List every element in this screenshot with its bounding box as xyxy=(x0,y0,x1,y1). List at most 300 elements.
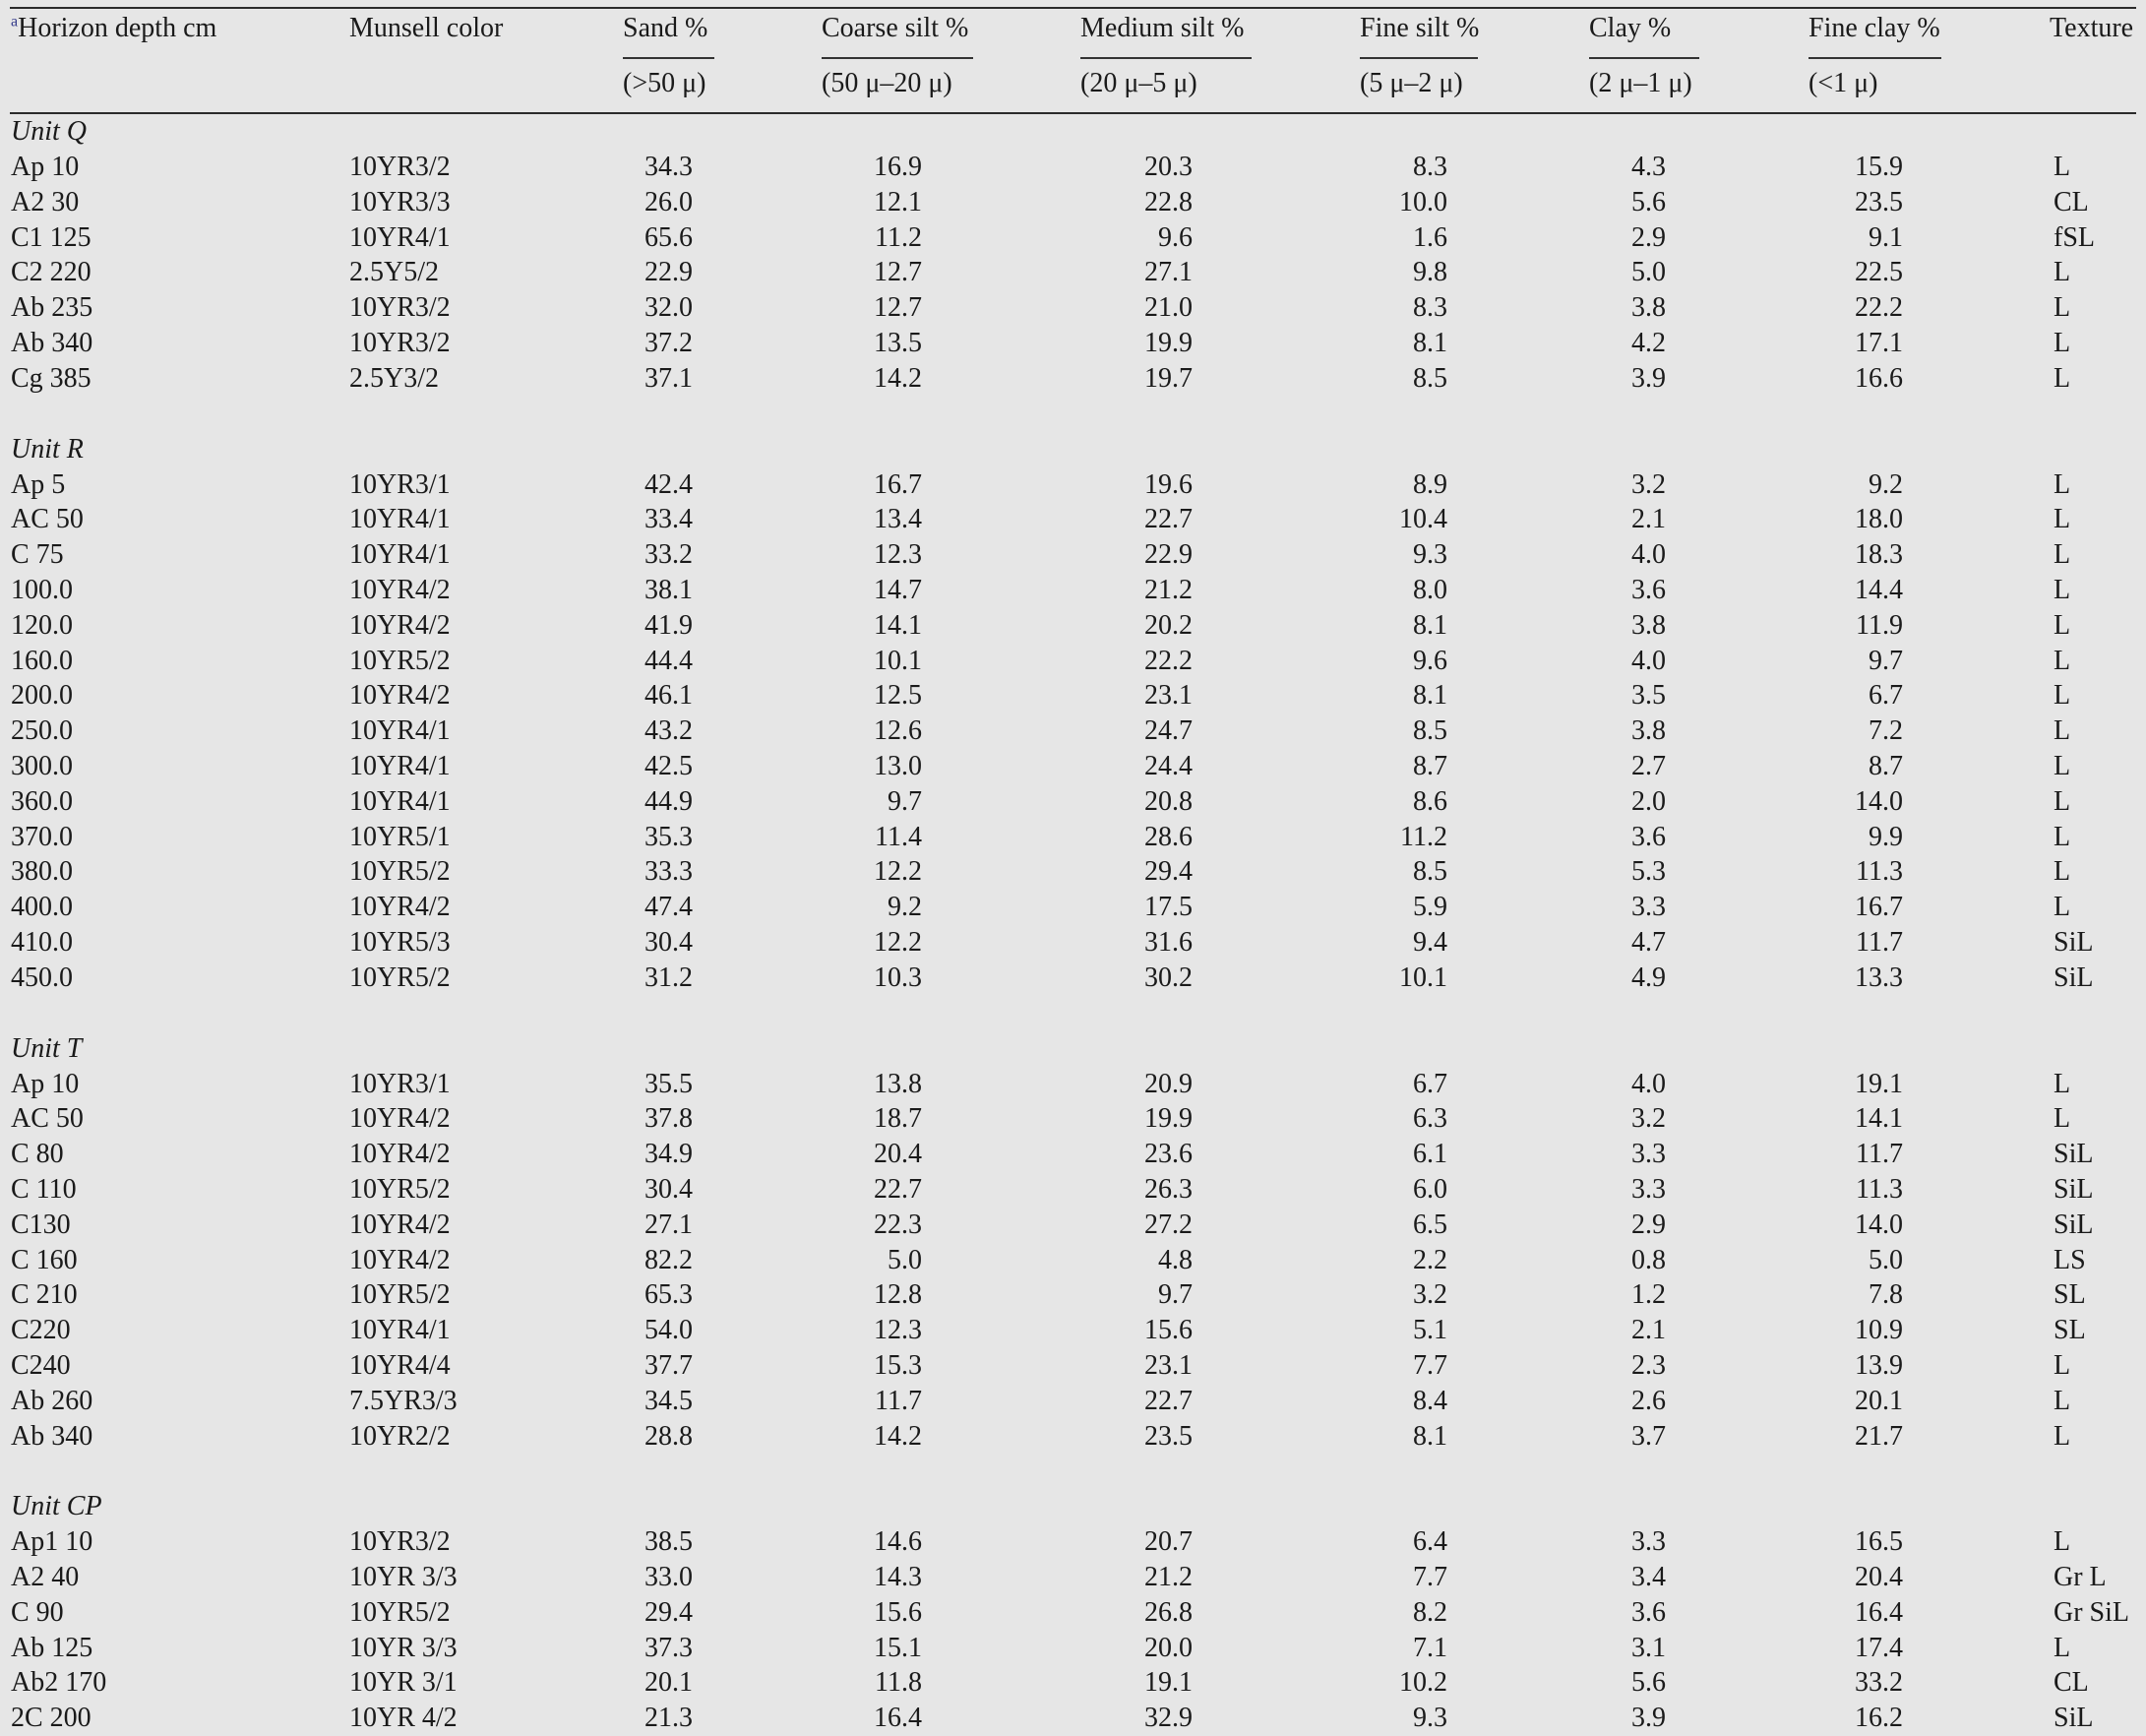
header-coarse-silt: Coarse silt % xyxy=(822,13,969,43)
cell-clay: 4.0 xyxy=(1631,1068,1666,1099)
cell-horizon-depth: Ab 340 xyxy=(11,1420,93,1452)
cell-clay: 3.2 xyxy=(1631,1103,1666,1135)
cell-coarse-silt: 12.3 xyxy=(874,539,922,571)
cell-clay: 1.2 xyxy=(1631,1279,1666,1311)
cell-texture: SL xyxy=(2054,1315,2086,1346)
cell-sand: 38.1 xyxy=(644,574,693,605)
cell-texture: L xyxy=(2054,1103,2071,1135)
cell-horizon-depth: C130 xyxy=(11,1209,71,1240)
header-texture: Texture xyxy=(2050,13,2134,43)
cell-clay: 4.2 xyxy=(1631,327,1666,358)
cell-clay: 4.0 xyxy=(1631,539,1666,571)
cell-texture: L xyxy=(2054,152,2071,182)
cell-clay: 2.9 xyxy=(1631,221,1666,253)
cell-texture: LS xyxy=(2054,1244,2086,1275)
cell-fine-clay: 23.5 xyxy=(1855,186,1903,217)
group-label: Unit Q xyxy=(11,116,87,147)
cell-munsell-color: 2.5Y3/2 xyxy=(349,362,439,394)
cell-sand: 21.3 xyxy=(644,1703,693,1734)
cell-medium-silt: 20.7 xyxy=(1144,1526,1193,1558)
cell-medium-silt: 23.1 xyxy=(1144,680,1193,712)
table-row xyxy=(0,1172,2146,1208)
cell-fine-silt: 9.4 xyxy=(1413,926,1447,958)
cell-fine-silt: 8.3 xyxy=(1413,152,1447,182)
cell-coarse-silt: 13.4 xyxy=(874,504,922,535)
cell-horizon-depth: 120.0 xyxy=(11,609,73,641)
cell-sand: 30.4 xyxy=(644,926,693,958)
cell-coarse-silt: 12.3 xyxy=(874,1315,922,1346)
cell-horizon-depth: 100.0 xyxy=(11,574,73,605)
cell-fine-clay: 18.3 xyxy=(1855,539,1903,571)
cell-horizon-depth: C 210 xyxy=(11,1279,78,1311)
cell-fine-clay: 9.7 xyxy=(1869,645,1903,676)
cell-munsell-color: 10YR5/3 xyxy=(349,926,451,958)
cell-coarse-silt: 18.7 xyxy=(874,1103,922,1135)
cell-horizon-depth: Ab 235 xyxy=(11,292,93,324)
cell-horizon-depth: C 75 xyxy=(11,539,64,571)
cell-sand: 33.4 xyxy=(644,504,693,535)
cell-sand: 37.3 xyxy=(644,1632,693,1663)
cell-coarse-silt: 11.4 xyxy=(875,821,922,852)
cell-clay: 3.6 xyxy=(1631,1596,1666,1628)
cell-medium-silt: 32.9 xyxy=(1144,1703,1193,1734)
cell-medium-silt: 21.2 xyxy=(1144,574,1193,605)
cell-fine-silt: 8.9 xyxy=(1413,468,1447,500)
table-row xyxy=(0,467,2146,503)
cell-clay: 3.5 xyxy=(1631,680,1666,712)
table-row xyxy=(0,820,2146,855)
cell-clay: 2.0 xyxy=(1631,785,1666,817)
cell-munsell-color: 7.5YR3/3 xyxy=(349,1385,458,1416)
cell-munsell-color: 10YR4/2 xyxy=(349,892,451,923)
cell-texture: L xyxy=(2054,327,2071,358)
table-row xyxy=(0,220,2146,256)
cell-texture: L xyxy=(2054,539,2071,571)
cell-horizon-depth: A2 40 xyxy=(11,1562,80,1593)
cell-fine-clay: 11.7 xyxy=(1856,1139,1903,1170)
cell-horizon-depth: Ap 10 xyxy=(11,152,80,182)
cell-clay: 4.9 xyxy=(1631,961,1666,993)
cell-fine-clay: 5.0 xyxy=(1869,1244,1903,1275)
cell-coarse-silt: 5.0 xyxy=(888,1244,922,1275)
cell-coarse-silt: 14.6 xyxy=(874,1526,922,1558)
cell-fine-clay: 14.0 xyxy=(1855,785,1903,817)
cell-horizon-depth: Ab2 170 xyxy=(11,1667,107,1699)
cell-sand: 29.4 xyxy=(644,1596,693,1628)
cell-fine-clay: 11.3 xyxy=(1856,856,1903,888)
cell-medium-silt: 19.1 xyxy=(1144,1667,1193,1699)
table-row xyxy=(0,185,2146,220)
cell-clay: 2.1 xyxy=(1631,504,1666,535)
cell-clay: 2.1 xyxy=(1631,1315,1666,1346)
cell-munsell-color: 10YR3/3 xyxy=(349,186,451,217)
cell-munsell-color: 10YR4/2 xyxy=(349,1139,451,1170)
cell-munsell-color: 2.5Y5/2 xyxy=(349,257,439,288)
table-row xyxy=(0,573,2146,608)
cell-fine-silt: 8.7 xyxy=(1413,750,1447,781)
cell-texture: SiL xyxy=(2054,926,2094,958)
cell-munsell-color: 10YR4/1 xyxy=(349,539,451,571)
cell-munsell-color: 10YR5/2 xyxy=(349,1596,451,1628)
cell-fine-silt: 3.2 xyxy=(1413,1279,1447,1311)
cell-fine-clay: 16.6 xyxy=(1855,362,1903,394)
cell-fine-clay: 10.9 xyxy=(1855,1315,1903,1346)
cell-fine-silt: 10.0 xyxy=(1399,186,1447,217)
cell-coarse-silt: 13.5 xyxy=(874,327,922,358)
table-row xyxy=(0,1208,2146,1243)
cell-horizon-depth: C 110 xyxy=(11,1173,77,1205)
cell-fine-clay: 14.1 xyxy=(1855,1103,1903,1135)
cell-horizon-depth: C240 xyxy=(11,1349,71,1381)
cell-fine-clay: 14.0 xyxy=(1855,1209,1903,1240)
cell-fine-clay: 13.3 xyxy=(1855,961,1903,993)
group-spacer xyxy=(0,1454,2146,1489)
cell-fine-clay: 15.9 xyxy=(1855,152,1903,182)
cell-coarse-silt: 15.6 xyxy=(874,1596,922,1628)
cell-sand: 20.1 xyxy=(644,1667,693,1699)
cell-clay: 5.0 xyxy=(1631,257,1666,288)
footnote-marker: a xyxy=(11,13,19,31)
header-fine-clay-unit: (<1 μ) xyxy=(1809,68,1878,98)
cell-clay: 3.9 xyxy=(1631,362,1666,394)
cell-coarse-silt: 11.7 xyxy=(875,1385,922,1416)
cell-fine-clay: 11.3 xyxy=(1856,1173,1903,1205)
table-row xyxy=(0,1348,2146,1384)
table-row xyxy=(0,1701,2146,1736)
cell-munsell-color: 10YR5/2 xyxy=(349,645,451,676)
header-clay-rule xyxy=(1589,57,1699,59)
header-clay: Clay % xyxy=(1589,13,1672,43)
cell-fine-clay: 17.4 xyxy=(1855,1632,1903,1663)
cell-fine-silt: 1.6 xyxy=(1413,221,1447,253)
cell-fine-silt: 8.5 xyxy=(1413,715,1447,747)
cell-horizon-depth: Ap1 10 xyxy=(11,1526,93,1558)
cell-medium-silt: 21.2 xyxy=(1144,1562,1193,1593)
cell-munsell-color: 10YR3/2 xyxy=(349,327,451,358)
cell-horizon-depth: Ap 10 xyxy=(11,1068,80,1099)
table-row xyxy=(0,255,2146,290)
cell-coarse-silt: 16.7 xyxy=(874,468,922,500)
table-row xyxy=(0,713,2146,749)
cell-coarse-silt: 9.7 xyxy=(888,785,922,817)
table-row xyxy=(0,1631,2146,1666)
cell-fine-silt: 8.1 xyxy=(1413,609,1447,641)
cell-horizon-depth: C2 220 xyxy=(11,257,92,288)
cell-sand: 42.5 xyxy=(644,750,693,781)
cell-texture: L xyxy=(2054,362,2071,394)
cell-texture: Gr L xyxy=(2054,1562,2107,1593)
cell-horizon-depth: AC 50 xyxy=(11,1103,84,1135)
cell-munsell-color: 10YR4/1 xyxy=(349,750,451,781)
cell-fine-clay: 16.7 xyxy=(1855,892,1903,923)
header-horizon-depth xyxy=(11,14,216,43)
cell-fine-clay: 11.9 xyxy=(1856,609,1903,641)
cell-medium-silt: 19.9 xyxy=(1144,327,1193,358)
cell-horizon-depth: AC 50 xyxy=(11,504,84,535)
cell-fine-silt: 8.5 xyxy=(1413,362,1447,394)
cell-sand: 41.9 xyxy=(644,609,693,641)
cell-munsell-color: 10YR3/1 xyxy=(349,468,451,500)
cell-medium-silt: 24.4 xyxy=(1144,750,1193,781)
header-coarse-silt-rule xyxy=(822,57,973,59)
cell-coarse-silt: 12.2 xyxy=(874,926,922,958)
cell-clay: 3.7 xyxy=(1631,1420,1666,1452)
cell-coarse-silt: 14.3 xyxy=(874,1562,922,1593)
table-row xyxy=(0,1419,2146,1455)
group-spacer xyxy=(0,996,2146,1031)
cell-texture: L xyxy=(2054,821,2071,852)
cell-fine-clay: 18.0 xyxy=(1855,504,1903,535)
cell-clay: 4.3 xyxy=(1631,152,1666,182)
cell-munsell-color: 10YR 4/2 xyxy=(349,1703,458,1734)
cell-horizon-depth: 360.0 xyxy=(11,785,73,817)
cell-sand: 34.5 xyxy=(644,1385,693,1416)
cell-texture: L xyxy=(2054,785,2071,817)
cell-clay: 3.8 xyxy=(1631,715,1666,747)
cell-texture: SiL xyxy=(2054,961,2094,993)
cell-fine-silt: 6.1 xyxy=(1413,1139,1447,1170)
cell-fine-silt: 10.1 xyxy=(1399,961,1447,993)
cell-texture: L xyxy=(2054,292,2071,324)
cell-medium-silt: 28.6 xyxy=(1144,821,1193,852)
cell-clay: 2.9 xyxy=(1631,1209,1666,1240)
cell-fine-silt: 6.7 xyxy=(1413,1068,1447,1099)
table-row xyxy=(0,150,2146,185)
cell-medium-silt: 15.6 xyxy=(1144,1315,1193,1346)
cell-sand: 33.0 xyxy=(644,1562,693,1593)
cell-fine-clay: 8.7 xyxy=(1869,750,1903,781)
cell-coarse-silt: 12.6 xyxy=(874,715,922,747)
cell-fine-silt: 7.7 xyxy=(1413,1349,1447,1381)
table-row xyxy=(0,784,2146,820)
cell-munsell-color: 10YR4/1 xyxy=(349,785,451,817)
cell-horizon-depth: 2C 200 xyxy=(11,1703,92,1734)
cell-texture: L xyxy=(2054,1068,2071,1099)
header-sand: Sand % xyxy=(623,13,708,43)
cell-sand: 32.0 xyxy=(644,292,693,324)
cell-munsell-color: 10YR4/4 xyxy=(349,1349,451,1381)
cell-munsell-color: 10YR3/1 xyxy=(349,1068,451,1099)
cell-fine-clay: 16.2 xyxy=(1855,1703,1903,1734)
cell-medium-silt: 9.7 xyxy=(1158,1279,1193,1311)
cell-sand: 44.4 xyxy=(644,645,693,676)
cell-munsell-color: 10YR2/2 xyxy=(349,1420,451,1452)
table-row xyxy=(0,854,2146,890)
header-sand-rule xyxy=(623,57,714,59)
cell-fine-clay: 22.2 xyxy=(1855,292,1903,324)
cell-medium-silt: 9.6 xyxy=(1158,221,1193,253)
cell-fine-clay: 9.2 xyxy=(1869,468,1903,500)
cell-medium-silt: 27.1 xyxy=(1144,257,1193,288)
cell-sand: 44.9 xyxy=(644,785,693,817)
cell-sand: 31.2 xyxy=(644,961,693,993)
cell-munsell-color: 10YR3/2 xyxy=(349,292,451,324)
cell-texture: L xyxy=(2054,645,2071,676)
cell-sand: 22.9 xyxy=(644,257,693,288)
cell-texture: L xyxy=(2054,468,2071,500)
cell-munsell-color: 10YR4/1 xyxy=(349,221,451,253)
cell-fine-clay: 20.1 xyxy=(1855,1385,1903,1416)
cell-fine-silt: 7.1 xyxy=(1413,1632,1447,1663)
header-fine-clay: Fine clay % xyxy=(1809,13,1940,43)
cell-fine-clay: 13.9 xyxy=(1855,1349,1903,1381)
cell-munsell-color: 10YR4/2 xyxy=(349,680,451,712)
table-row xyxy=(0,1067,2146,1102)
group-label: Unit CP xyxy=(11,1491,102,1522)
cell-texture: L xyxy=(2054,750,2071,781)
cell-medium-silt: 26.8 xyxy=(1144,1596,1193,1628)
group-spacer xyxy=(0,397,2146,432)
cell-medium-silt: 23.5 xyxy=(1144,1420,1193,1452)
cell-horizon-depth: 400.0 xyxy=(11,892,73,923)
cell-sand: 37.7 xyxy=(644,1349,693,1381)
table-row xyxy=(0,1384,2146,1419)
cell-coarse-silt: 12.5 xyxy=(874,680,922,712)
header-medium-silt: Medium silt % xyxy=(1080,13,1245,43)
cell-munsell-color: 10YR4/1 xyxy=(349,504,451,535)
cell-medium-silt: 29.4 xyxy=(1144,856,1193,888)
cell-texture: SiL xyxy=(2054,1173,2094,1205)
cell-fine-silt: 10.2 xyxy=(1399,1667,1447,1699)
cell-sand: 34.3 xyxy=(644,152,693,182)
cell-medium-silt: 20.8 xyxy=(1144,785,1193,817)
cell-medium-silt: 30.2 xyxy=(1144,961,1193,993)
cell-clay: 3.6 xyxy=(1631,821,1666,852)
cell-munsell-color: 10YR4/1 xyxy=(349,715,451,747)
header-fine-silt: Fine silt % xyxy=(1360,13,1480,43)
cell-horizon-depth: C 80 xyxy=(11,1139,64,1170)
cell-medium-silt: 19.6 xyxy=(1144,468,1193,500)
cell-munsell-color: 10YR5/2 xyxy=(349,961,451,993)
cell-horizon-depth: Cg 385 xyxy=(11,362,92,394)
cell-texture: CL xyxy=(2054,186,2089,217)
cell-coarse-silt: 13.0 xyxy=(874,750,922,781)
table-row xyxy=(0,608,2146,644)
cell-clay: 3.3 xyxy=(1631,1526,1666,1558)
cell-texture: L xyxy=(2054,1349,2071,1381)
table-row xyxy=(0,361,2146,397)
cell-horizon-depth: 450.0 xyxy=(11,961,73,993)
cell-sand: 35.3 xyxy=(644,821,693,852)
cell-horizon-depth: C 90 xyxy=(11,1596,64,1628)
cell-horizon-depth: Ab 260 xyxy=(11,1385,93,1416)
cell-sand: 46.1 xyxy=(644,680,693,712)
cell-clay: 0.8 xyxy=(1631,1244,1666,1275)
cell-coarse-silt: 15.1 xyxy=(874,1632,922,1663)
cell-fine-silt: 9.3 xyxy=(1413,1703,1447,1734)
cell-clay: 5.6 xyxy=(1631,186,1666,217)
cell-fine-clay: 9.1 xyxy=(1869,221,1903,253)
cell-clay: 3.9 xyxy=(1631,1703,1666,1734)
cell-medium-silt: 27.2 xyxy=(1144,1209,1193,1240)
cell-fine-silt: 8.1 xyxy=(1413,680,1447,712)
cell-fine-silt: 6.4 xyxy=(1413,1526,1447,1558)
cell-sand: 37.2 xyxy=(644,327,693,358)
cell-fine-clay: 16.4 xyxy=(1855,1596,1903,1628)
cell-clay: 3.1 xyxy=(1631,1632,1666,1663)
cell-coarse-silt: 12.8 xyxy=(874,1279,922,1311)
cell-texture: L xyxy=(2054,609,2071,641)
cell-fine-silt: 8.1 xyxy=(1413,327,1447,358)
cell-fine-clay: 7.8 xyxy=(1869,1279,1903,1311)
cell-fine-clay: 21.7 xyxy=(1855,1420,1903,1452)
cell-horizon-depth: C220 xyxy=(11,1315,71,1346)
cell-coarse-silt: 14.2 xyxy=(874,1420,922,1452)
cell-fine-clay: 33.2 xyxy=(1855,1667,1903,1699)
table-row xyxy=(0,890,2146,925)
cell-fine-clay: 17.1 xyxy=(1855,327,1903,358)
cell-fine-silt: 8.2 xyxy=(1413,1596,1447,1628)
cell-munsell-color: 10YR 3/1 xyxy=(349,1667,458,1699)
cell-munsell-color: 10YR5/1 xyxy=(349,821,451,852)
header-munsell-color: Munsell color xyxy=(349,13,504,43)
cell-fine-silt: 5.9 xyxy=(1413,892,1447,923)
header-clay-unit: (2 μ–1 μ) xyxy=(1589,68,1692,98)
header-label: Horizon depth cm xyxy=(18,13,217,43)
cell-texture: CL xyxy=(2054,1667,2089,1699)
cell-fine-silt: 8.3 xyxy=(1413,292,1447,324)
cell-medium-silt: 23.6 xyxy=(1144,1139,1193,1170)
cell-horizon-depth: A2 30 xyxy=(11,186,80,217)
group-label: Unit R xyxy=(11,433,84,465)
table-row xyxy=(0,1137,2146,1172)
cell-texture: L xyxy=(2054,856,2071,888)
cell-medium-silt: 31.6 xyxy=(1144,926,1193,958)
cell-coarse-silt: 10.3 xyxy=(874,961,922,993)
cell-horizon-depth: 160.0 xyxy=(11,645,73,676)
cell-horizon-depth: 370.0 xyxy=(11,821,73,852)
header-fine-clay-rule xyxy=(1809,57,1941,59)
cell-fine-clay: 20.4 xyxy=(1855,1562,1903,1593)
cell-coarse-silt: 12.7 xyxy=(874,292,922,324)
cell-coarse-silt: 22.7 xyxy=(874,1173,922,1205)
cell-coarse-silt: 9.2 xyxy=(888,892,922,923)
cell-medium-silt: 19.9 xyxy=(1144,1103,1193,1135)
cell-fine-silt: 10.4 xyxy=(1399,504,1447,535)
cell-coarse-silt: 12.1 xyxy=(874,186,922,217)
cell-sand: 26.0 xyxy=(644,186,693,217)
cell-fine-silt: 8.5 xyxy=(1413,856,1447,888)
cell-medium-silt: 22.2 xyxy=(1144,645,1193,676)
cell-texture: L xyxy=(2054,574,2071,605)
cell-fine-silt: 6.3 xyxy=(1413,1103,1447,1135)
header-medium-silt-unit: (20 μ–5 μ) xyxy=(1080,68,1197,98)
cell-coarse-silt: 14.2 xyxy=(874,362,922,394)
cell-medium-silt: 20.0 xyxy=(1144,1632,1193,1663)
cell-coarse-silt: 20.4 xyxy=(874,1139,922,1170)
cell-sand: 28.8 xyxy=(644,1420,693,1452)
cell-munsell-color: 10YR5/2 xyxy=(349,856,451,888)
header-medium-silt-rule xyxy=(1080,57,1252,59)
cell-clay: 3.2 xyxy=(1631,468,1666,500)
cell-fine-clay: 16.5 xyxy=(1855,1526,1903,1558)
cell-horizon-depth: 410.0 xyxy=(11,926,73,958)
cell-texture: L xyxy=(2054,504,2071,535)
cell-clay: 3.3 xyxy=(1631,892,1666,923)
table-row xyxy=(0,1101,2146,1137)
table-row xyxy=(0,1595,2146,1631)
cell-fine-clay: 6.7 xyxy=(1869,680,1903,712)
cell-texture: L xyxy=(2054,1385,2071,1416)
cell-clay: 3.6 xyxy=(1631,574,1666,605)
cell-munsell-color: 10YR5/2 xyxy=(349,1173,451,1205)
cell-munsell-color: 10YR4/2 xyxy=(349,1209,451,1240)
cell-medium-silt: 22.7 xyxy=(1144,504,1193,535)
cell-texture: fSL xyxy=(2054,221,2095,253)
table-row xyxy=(0,537,2146,573)
cell-munsell-color: 10YR4/2 xyxy=(349,1244,451,1275)
cell-sand: 33.2 xyxy=(644,539,693,571)
